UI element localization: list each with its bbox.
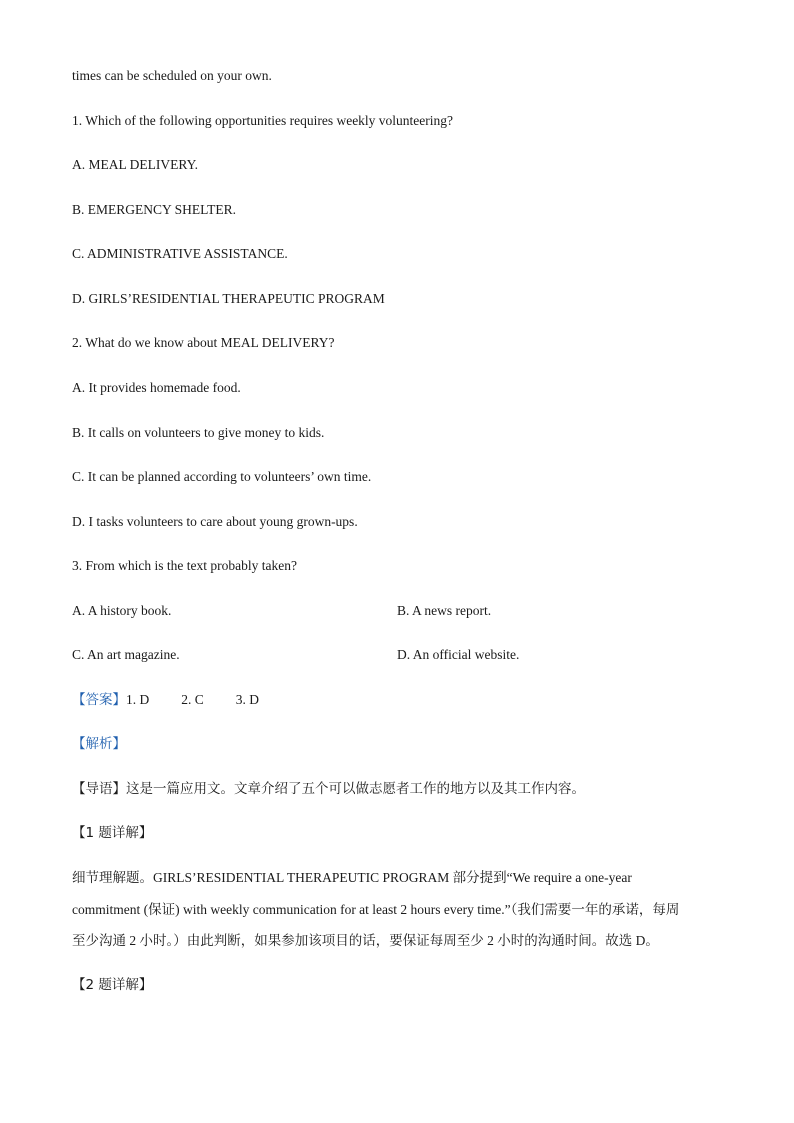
guide-text: 这是一篇应用文。文章介绍了五个可以做志愿者工作的地方以及其工作内容。 [126, 781, 585, 797]
question-3-option-c: C. An art magazine. [72, 647, 180, 662]
question-2-stem: 2. What do we know about MEAL DELIVERY? [72, 335, 335, 350]
answer-item-1: 1. D [126, 692, 150, 707]
question-1-option-d: D. GIRLS’RESIDENTIAL THERAPEUTIC PROGRAM [72, 291, 385, 306]
question-2-option-b: B. It calls on volunteers to give money to kids. [72, 425, 325, 440]
answer-item-2: 2. C [181, 692, 204, 707]
question-2-option-a: A. It provides homemade food. [72, 380, 241, 395]
question-1-option-c: C. ADMINISTRATIVE ASSISTANCE. [72, 246, 288, 261]
detail-1-line-3: 至少沟通 2 小时。）由此判断，如果参加该项目的话，要保证每周至少 2 小时的沟通时间。故选 D。 [72, 933, 659, 948]
answer-tag: 【答案】 [72, 692, 126, 708]
detail-1-line-1: 细节理解题。GIRLS’RESIDENTIAL THERAPEUTIC PROGRAM 部分提到“We require a one-year [72, 870, 632, 885]
answer-line [72, 691, 259, 709]
analysis-label: 【解析】 [72, 736, 126, 752]
question-3-stem: 3. From which is the text probably taken? [72, 558, 297, 573]
question-2-option-d: D. I tasks volunteers to care about young grown-ups. [72, 514, 358, 529]
question-3-option-d: D. An official website. [397, 647, 520, 662]
question-1-option-a: A. MEAL DELIVERY. [72, 157, 198, 172]
guide-line [72, 780, 585, 798]
detail-1-line-2: commitment (保证) with weekly communication for at least 2 hours every time.”（我们需要一年的承诺，每周 [72, 902, 680, 917]
guide-tag: 【导语】 [72, 781, 126, 797]
question-1-option-b: B. EMERGENCY SHELTER. [72, 202, 237, 217]
question-3-option-a: A. A history book. [72, 603, 172, 618]
detail-2-heading: 【2 题详解】 [72, 977, 153, 993]
question-2-option-c: C. It can be planned according to volunteers’ own time. [72, 469, 372, 484]
answer-item-3: 3. D [235, 692, 260, 707]
question-1-stem: 1. Which of the following opportunities requires weekly volunteering? [72, 113, 454, 128]
detail-1-heading: 【1 题详解】 [72, 825, 153, 841]
question-3-option-b: B. A news report. [397, 603, 492, 618]
intro-tail-text: times can be scheduled on your own. [72, 68, 272, 83]
